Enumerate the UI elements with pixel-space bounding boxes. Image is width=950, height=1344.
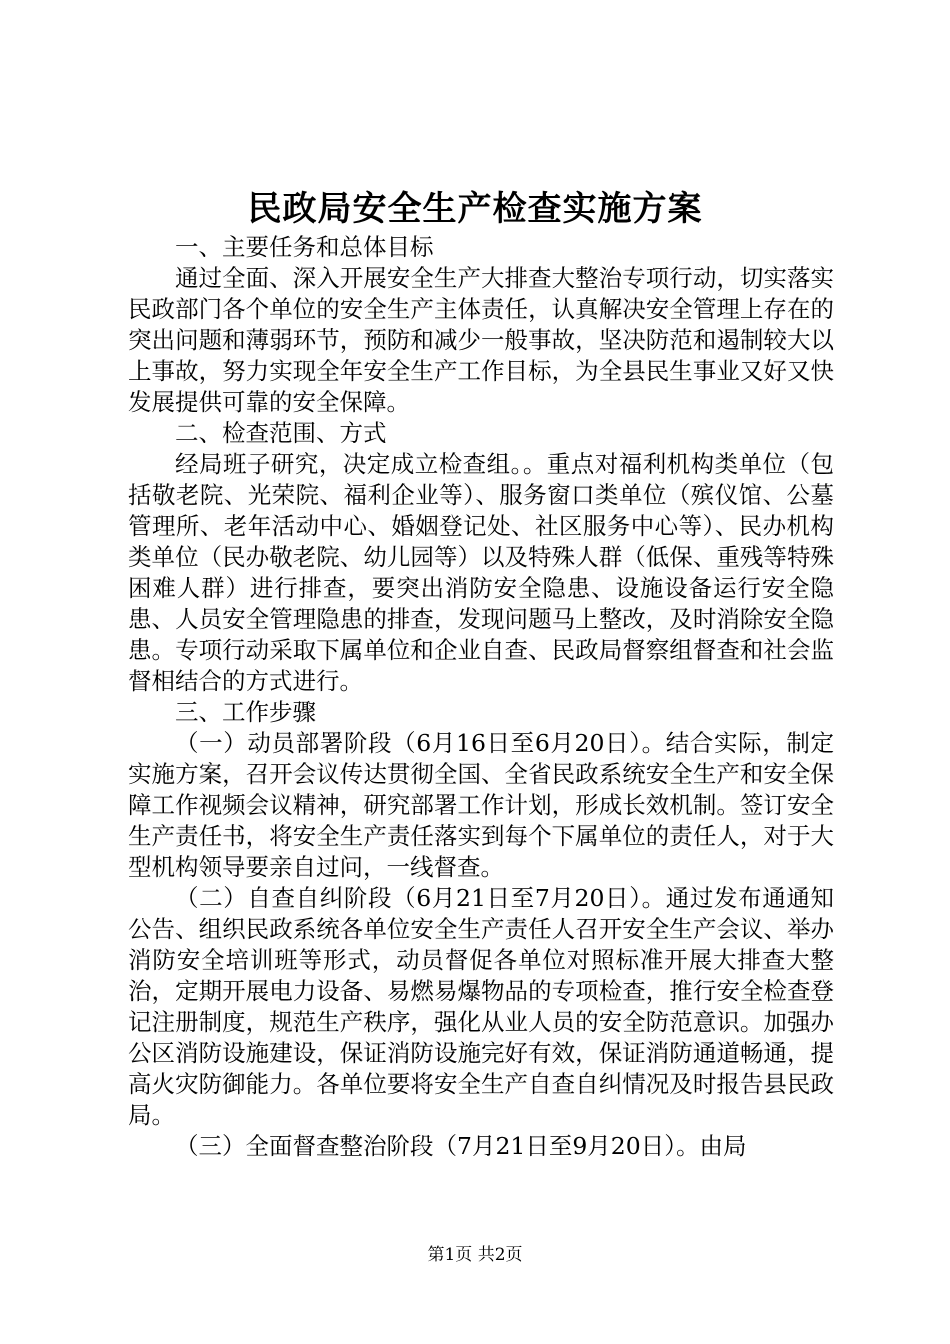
page-footer: 第1页 共2页 <box>427 1245 523 1265</box>
section-heading-2: 二、检查范围、方式 <box>175 419 387 447</box>
section-heading-3: 三、工作步骤 <box>175 698 316 726</box>
section-3-paragraph-2: （二）自查自纠阶段（6月21日至7月20日）。通过发布通通知公告、组织民政系统各单位安全生产责任人召开安全生产会议、举办消防安全培训班等形式，动员督促各单位对照标准开展大排查大整治，定期开展电力设备、易燃易爆物品的专项检查，推行安全检查登记注册制度，规范生产秩序，强化从业人员的安全防范意识。加强办公区消防设施建设，保证消防设施完好有效，保证消防通道畅通，提高火灾防御能力。各单位要将安全生产自查自纠情况及时报告县民政局。 <box>128 884 834 1129</box>
section-3-paragraph-3: （三）全面督查整治阶段（7月21日至9月20日）。由局 <box>175 1132 747 1160</box>
document-title: 民政局安全生产检查实施方案 <box>247 189 703 229</box>
section-heading-1: 一、主要任务和总体目标 <box>175 233 434 261</box>
section-1-paragraph-1: 通过全面、深入开展安全生产大排查大整治专项行动，切实落实民政部门各个单位的安全生产主体责任，认真解决安全管理上存在的突出问题和薄弱环节，预防和减少一般事故，坚决防范和遏制较大以上事故，努力实现全年安全生产工作目标，为全县民生事业又好又快发展提供可靠的安全保障。 <box>128 264 834 416</box>
section-3-paragraph-1: （一）动员部署阶段（6月16日至6月20日）。结合实际，制定实施方案，召开会议传达贯彻全国、全省民政系统安全生产和安全保障工作视频会议精神，研究部署工作计划，形成长效机制。签订安全生产责任书，将安全生产责任落实到每个下属单位的责任人，对于大型机构领导要亲自过问，一线督查。 <box>128 729 834 881</box>
document-body <box>128 232 834 1162</box>
section-2-paragraph-1: 经局班子研究，决定成立检查组。。重点对福利机构类单位（包括敬老院、光荣院、福利企业等）、服务窗口类单位（殡仪馆、公墓管理所、老年活动中心、婚姻登记处、社区服务中心等）、民办机构类单位（民办敬老院、幼儿园等）以及特殊人群（低保、重残等特殊困难人群）进行排查，要突出消防安全隐患、设施设备运行安全隐患、人员安全管理隐患的排查，发现问题马上整改，及时消除安全隐患。专项行动采取下属单位和企业自查、民政局督察组督查和社会监督相结合的方式进行。 <box>128 450 834 695</box>
